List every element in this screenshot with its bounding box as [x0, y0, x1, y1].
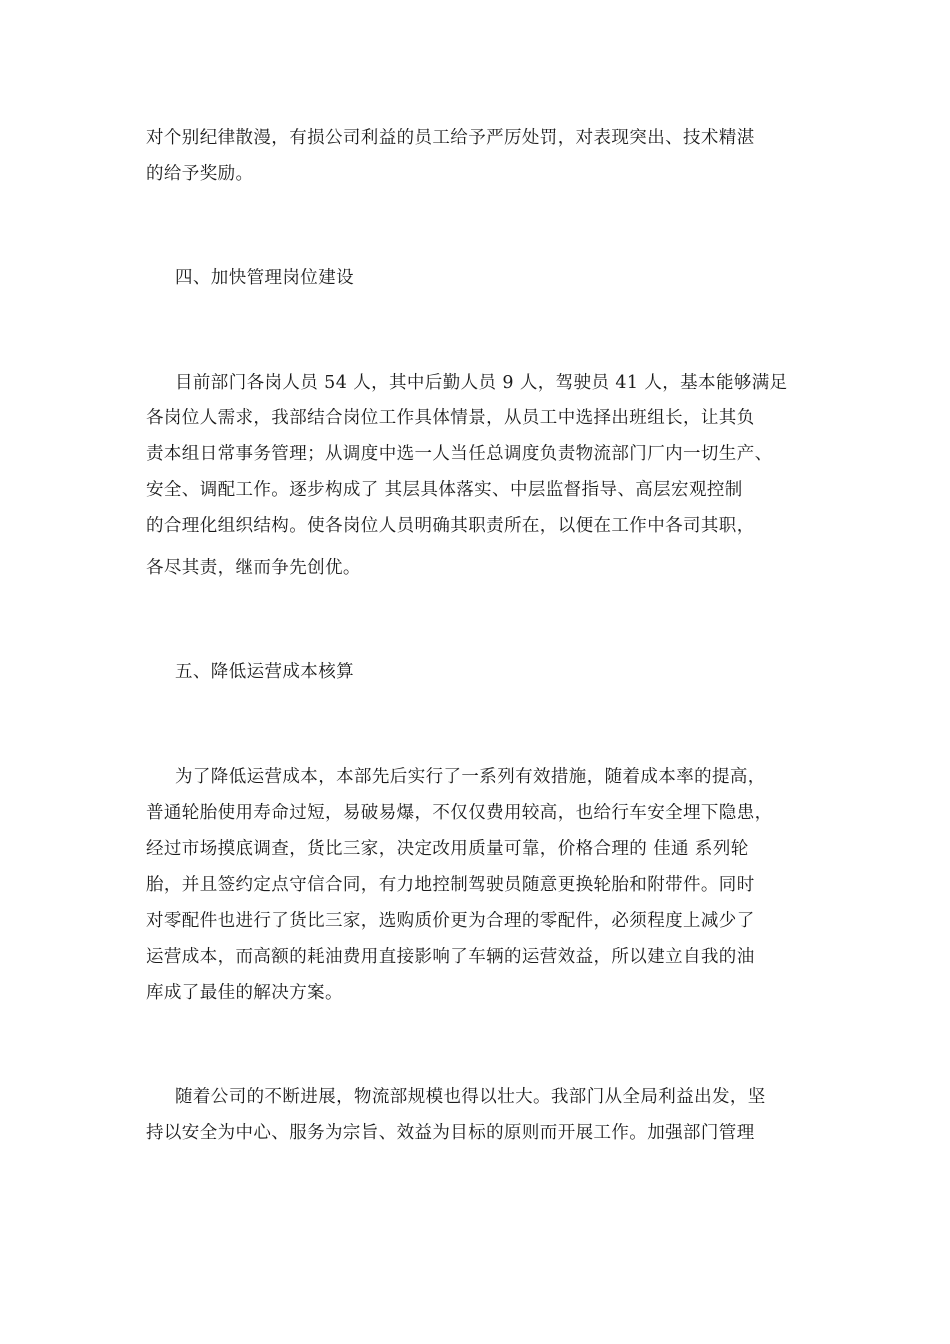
body-text-line: 持以安全为中心、服务为宗旨、效益为目标的原则而开展工作。加强部门管理	[146, 1123, 755, 1143]
body-text-line: 各岗位人需求，我部结合岗位工作具体情景，从员工中选择出班组长，让其负	[146, 408, 755, 428]
body-text-line: 的给予奖励。	[146, 164, 254, 184]
body-text-line: 运营成本，而高额的耗油费用直接影响了车辆的运营效益，所以建立自我的油	[146, 947, 755, 967]
section-heading-4: 四、加快管理岗位建设	[175, 268, 354, 288]
body-text-line: 经过市场摸底调查，货比三家，决定改用质量可靠，价格合理的 佳通 系列轮	[146, 839, 749, 859]
body-text-line: 目前部门各岗人员 54 人，其中后勤人员 9 人，驾驶员 41 人，基本能够满足	[175, 373, 788, 393]
body-text-line: 为了降低运营成本，本部先后实行了一系列有效措施，随着成本率的提高，	[175, 767, 766, 787]
body-text-line: 责本组日常事务管理；从调度中选一人当任总调度负责物流部门厂内一切生产、	[146, 444, 773, 464]
body-text-line: 安全、调配工作。逐步构成了 其层具体落实、中层监督指导、高层宏观控制	[146, 480, 743, 500]
body-text-line: 对零配件也进行了货比三家，选购质价更为合理的零配件，必须程度上减少了	[146, 911, 755, 931]
body-text-line: 的合理化组织结构。使各岗位人员明确其职责所在，以便在工作中各司其职，	[146, 516, 755, 536]
body-text-line: 各尽其责，继而争先创优。	[146, 558, 361, 578]
body-text-line: 随着公司的不断进展，物流部规模也得以壮大。我部门从全局利益出发，坚	[175, 1087, 766, 1107]
section-heading-5: 五、降低运营成本核算	[175, 662, 354, 682]
body-text-line: 库成了最佳的解决方案。	[146, 983, 343, 1003]
body-text-line: 对个别纪律散漫，有损公司利益的员工给予严厉处罚，对表现突出、技术精湛	[146, 128, 755, 148]
body-text-line: 胎，并且签约定点守信合同，有力地控制驾驶员随意更换轮胎和附带件。同时	[146, 875, 755, 895]
body-text-line: 普通轮胎使用寿命过短，易破易爆，不仅仅费用较高，也给行车安全埋下隐患，	[146, 803, 773, 823]
